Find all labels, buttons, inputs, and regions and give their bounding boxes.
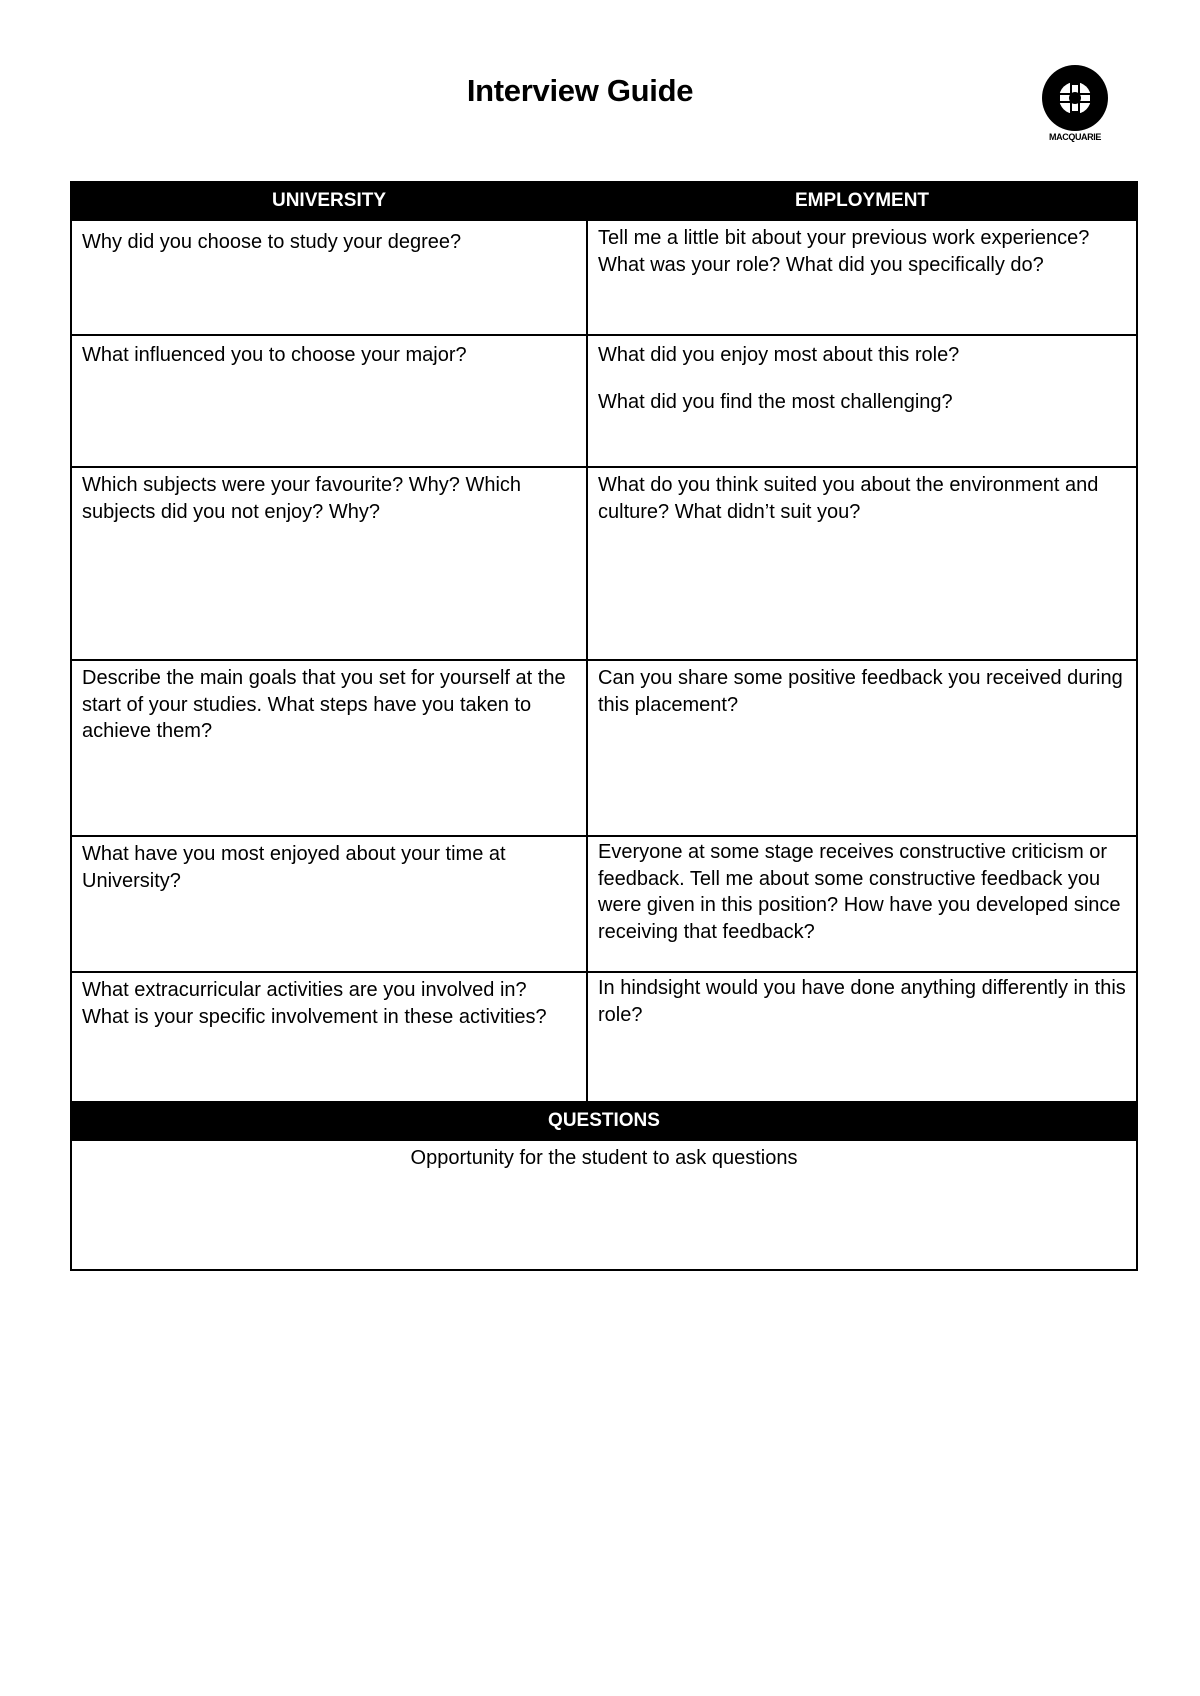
employment-question: Tell me a little bit about your previous work experience? What was your role? What did you specifically do? bbox=[587, 220, 1137, 335]
university-question: What have you most enjoyed about your time at University? bbox=[71, 836, 587, 972]
interview-guide-table bbox=[70, 181, 1138, 1271]
questions-header: QUESTIONS bbox=[71, 1102, 1137, 1140]
table-row bbox=[71, 220, 1137, 335]
table-header-row bbox=[71, 182, 1137, 220]
page-title: Interview Guide bbox=[466, 73, 694, 108]
macquarie-logo bbox=[1035, 64, 1115, 148]
employment-question: Can you share some positive feedback you received during this placement? bbox=[587, 660, 1137, 836]
logo-text: MACQUARIE bbox=[1049, 132, 1101, 142]
questions-header-row bbox=[71, 1102, 1137, 1140]
table-row bbox=[71, 972, 1137, 1102]
employment-header: EMPLOYMENT bbox=[587, 182, 1137, 220]
university-question: Which subjects were your favourite? Why? Which subjects did you not enjoy? Why? bbox=[71, 467, 587, 660]
employment-question: What do you think suited you about the environment and culture? What didn’t suit you? bbox=[587, 467, 1137, 660]
university-question: What extracurricular activities are you involved in? What is your specific involvement in these activities? bbox=[71, 972, 587, 1102]
table-row bbox=[71, 335, 1137, 467]
university-question: Describe the main goals that you set for yourself at the start of your studies. What steps have you taken to achieve them? bbox=[71, 660, 587, 836]
questions-body-row bbox=[71, 1140, 1137, 1270]
university-header: UNIVERSITY bbox=[71, 182, 587, 220]
university-question: Why did you choose to study your degree? bbox=[71, 220, 587, 335]
questions-body: Opportunity for the student to ask questions bbox=[71, 1140, 1137, 1270]
employment-question: Everyone at some stage receives constructive criticism or feedback. Tell me about some constructive feedback you were given in this position? How have you developed since receiving that feedback? bbox=[587, 836, 1137, 972]
employment-question: What did you enjoy most about this role? What did you find the most challenging? bbox=[587, 335, 1137, 467]
table-row bbox=[71, 660, 1137, 836]
table-row bbox=[71, 836, 1137, 972]
macquarie-lighthouse-logo-icon bbox=[1035, 64, 1115, 132]
employment-question: In hindsight would you have done anything differently in this role? bbox=[587, 972, 1137, 1102]
table-row bbox=[71, 467, 1137, 660]
university-question: What influenced you to choose your major? bbox=[71, 335, 587, 467]
